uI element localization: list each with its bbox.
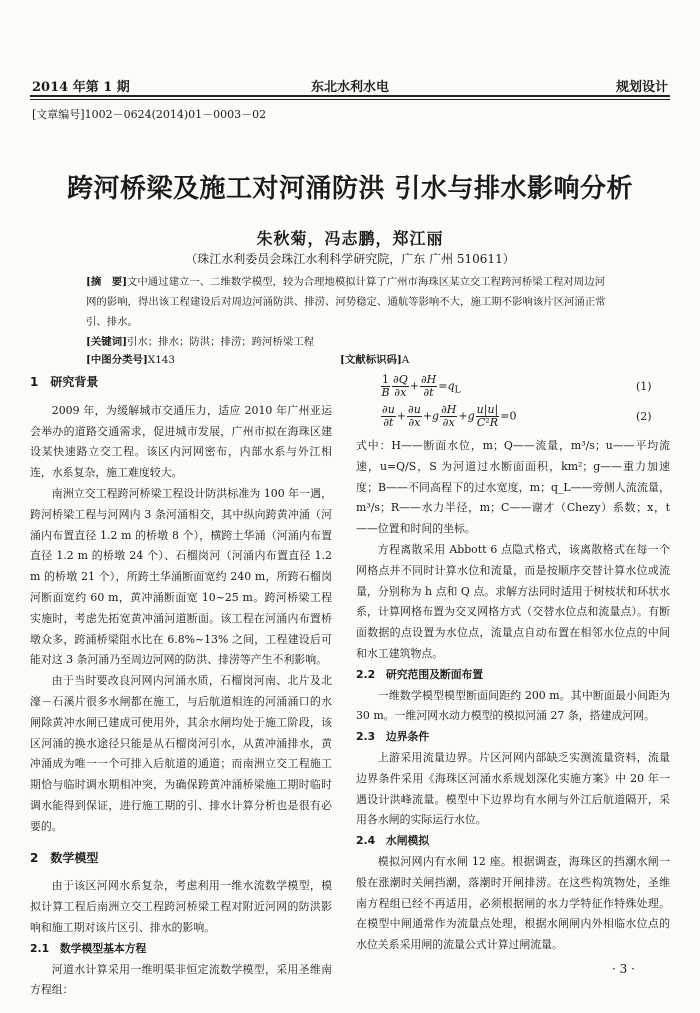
section-1-title: 1 研究背景 — [30, 375, 99, 389]
equation-1: $\frac{1}{B}$ $\frac{\partial Q}{\partial x}$ + $\frac{\partial H}{\partial t}$ $=q_L$ — [381, 373, 461, 399]
affiliation: （珠江水利委员会珠江水利科学研究院，广东 广州 510611） — [185, 252, 515, 266]
abbott-para: 方程离散采用 Abbott 6 点隐式格式，该离散格式在每一个网格点并不同时计算水位和流量，而是按顺序交替计算水位或流量，分别称为 h 点和 Q 点。求解方法同时适用于树枝状和环状水系，计算网格布置为交叉网格方式（交替水位点和流量点）。有断面数据的点设置为水位点，流量点自动布置在相邻水位点的中间和水工建筑物点。 — [356, 542, 670, 660]
section-1-para-2: 南洲立交工程跨河桥梁工程设计防洪标准为 100 年一遇，跨河桥梁工程与河网内 3 条河涌相交，其中纵向跨黄冲涌（河涌内布置直径 1.2 m 的桥墩 8 个），横跨土华涌（河涌内布置直径 1.2 m 的桥墩 24 个）、石榴岗河（河涌内布置直径 1.2 m 的桥墩 21 个），所跨土华涌断面宽约 240 m，所跨石榴岗河断面宽约 60 m，黄冲涌断面宽 10~25 m。跨河桥梁工程实施时，考虑先拓宽黄冲涌河道断面。该工程在河涌内布置桥墩众多，跨涌桥梁阻水比在 6.8%~13% 之间，工程建设后可能对这 3 条河涌乃至周边河网的防洪、排涝等产生不利影响。 — [30, 486, 332, 667]
section-1-para-1: 2009 年，为缓解城市交通压力，适应 2010 年广州亚运会举办的道路交通需求，促进城市发展，广州市拟在海珠区建设某快速路立交工程。该区内河网密布，内部水系与外江相连，水系复杂，施工难度较大。 — [30, 403, 332, 480]
clc-value: X143 — [147, 354, 176, 366]
keywords — [86, 332, 606, 352]
section-2-3-title: 2.3 边界条件 — [356, 730, 430, 744]
equation-variables: 式中：H——断面水位，m；Q——流量，m³/s；u——平均流速，u=Q/S，S 为河道过水断面面积，km²；g——重力加速度；B——不同高程下的过水宽度，m；q_L——旁侧人流流量，m³/s；R——水力半径，m；C——谢才（Chezy）系数；x，t——位置和时间的坐标。 — [356, 439, 670, 536]
authors: 朱秋菊，冯志鹏，郑江丽 — [256, 229, 444, 248]
header-issue: 2014 年第 1 期 — [32, 80, 130, 95]
header-column: 规划设计 — [615, 80, 668, 95]
clc — [86, 351, 175, 366]
keywords-label: [关键词] — [86, 336, 128, 348]
section-2-1-para-1: 河道水计算采用一维明渠非恒定流数学模型，采用圣维南方程组： — [30, 962, 332, 997]
doc-code-label: [文献标识码] — [340, 354, 402, 366]
section-2-4-title: 2.4 水闸模拟 — [356, 834, 430, 848]
right-column — [356, 436, 670, 956]
section-1-para-3: 由于当时要改良河网内河涌水质，石榴岗河南、北片及北濠－石溪片很多水闸都在施工，与后航道相连的河涌涌口的水闸除黄冲水闸已建成可使用外，其余水闸均处于施工阶段，该区河涌的换水途径只能是从石榴岗河引水，从黄冲涌排水，黄冲涌成为唯一一个可排入后航道的通道；而南洲立交工程施工期恰与临时调水期相冲突，为确保跨黄冲涌桥梁施工期时临时调水能得到保证，进行施工期的引、排水计算分析也是很有必要的。 — [30, 674, 332, 833]
doc-code-value: A — [401, 354, 410, 366]
article-number: [文章编号]1002－0624(2014)01－0003－02 — [32, 108, 267, 121]
section-2-4-para-1: 模拟河网内有水闸 12 座。根据调查，海珠区的挡潮水闸一般在涨潮时关闸挡潮，落潮时开闸排涝。在这些构筑物处，圣维南方程组已经不再适用，必须根据闸的水力学特征作特殊处理。在模型中闸通常作为流量点处理，根据水闸闸内外相临水位点的水位关系采用闸的流量公式计算过闸流量。 — [356, 854, 670, 952]
section-2-para-1: 由于该区河网水系复杂，考虑利用一维水流数学模型，模拟计算工程后南洲立交工程跨河桥梁工程对附近河网的防洪影响和施工期对该片区引、排水的影响。 — [30, 879, 332, 934]
abstract-text: 文中通过建立一、二维数学模型，较为合理地模拟计算了广州市海珠区某立交工程跨河桥梁工程对周边河网的影响，得出该工程建设后对周边河涌防洪、排涝、河势稳定、通航等影响不大，施工期不影响该片区河涌正常引、排水。 — [86, 276, 606, 328]
header-rule-thick — [30, 95, 670, 97]
abstract — [86, 272, 606, 332]
equation-1-number: (1) — [636, 380, 652, 393]
section-2-3-para-1: 上游采用流量边界。片区河网内部缺乏实测流量资料，流量边界条件采用《海珠区河涌水系规划深化实施方案》中 20 年一遇设计洪峰流量。模型中下边界均有水闸与外江后航道隔开，采用各水闸的实际运行水位。 — [356, 750, 670, 827]
header-journal: 东北水利水电 — [310, 80, 389, 95]
doc-code — [340, 351, 409, 366]
clc-label: [中图分类号] — [86, 354, 148, 366]
header-rule-thin — [30, 99, 670, 100]
section-2-2-title: 2.2 研究范围及断面布置 — [356, 667, 484, 681]
abstract-label: [摘 要] — [86, 276, 128, 288]
page-number: · 3 · — [612, 962, 635, 976]
section-2-1-title: 2.1 数学模型基本方程 — [30, 941, 147, 955]
section-2-2-para-1: 一维数学模型模型断面间距约 200 m。其中断面最小间距为 30 m。一维河网水动力模型的模拟河涌 27 条，搭建成河网。 — [356, 688, 670, 723]
section-2-title: 2 数学模型 — [30, 850, 99, 865]
keywords-text: 引水；排水；防洪；排涝；跨河桥梁工程 — [127, 336, 315, 348]
equation-2: $\frac{\partial u}{\partial t}$ + $\frac{\partial u}{\partial x}$ +g $\frac{\partial H}{\partial x}$ +g $\frac{u|u|}{\text{C²R}}$ =0 — [382, 403, 517, 429]
left-column — [30, 372, 332, 1001]
equation-2-number: (2) — [636, 410, 652, 423]
paper-title: 跨河桥梁及施工对河涌防洪 引水与排水影响分析 — [66, 174, 634, 204]
